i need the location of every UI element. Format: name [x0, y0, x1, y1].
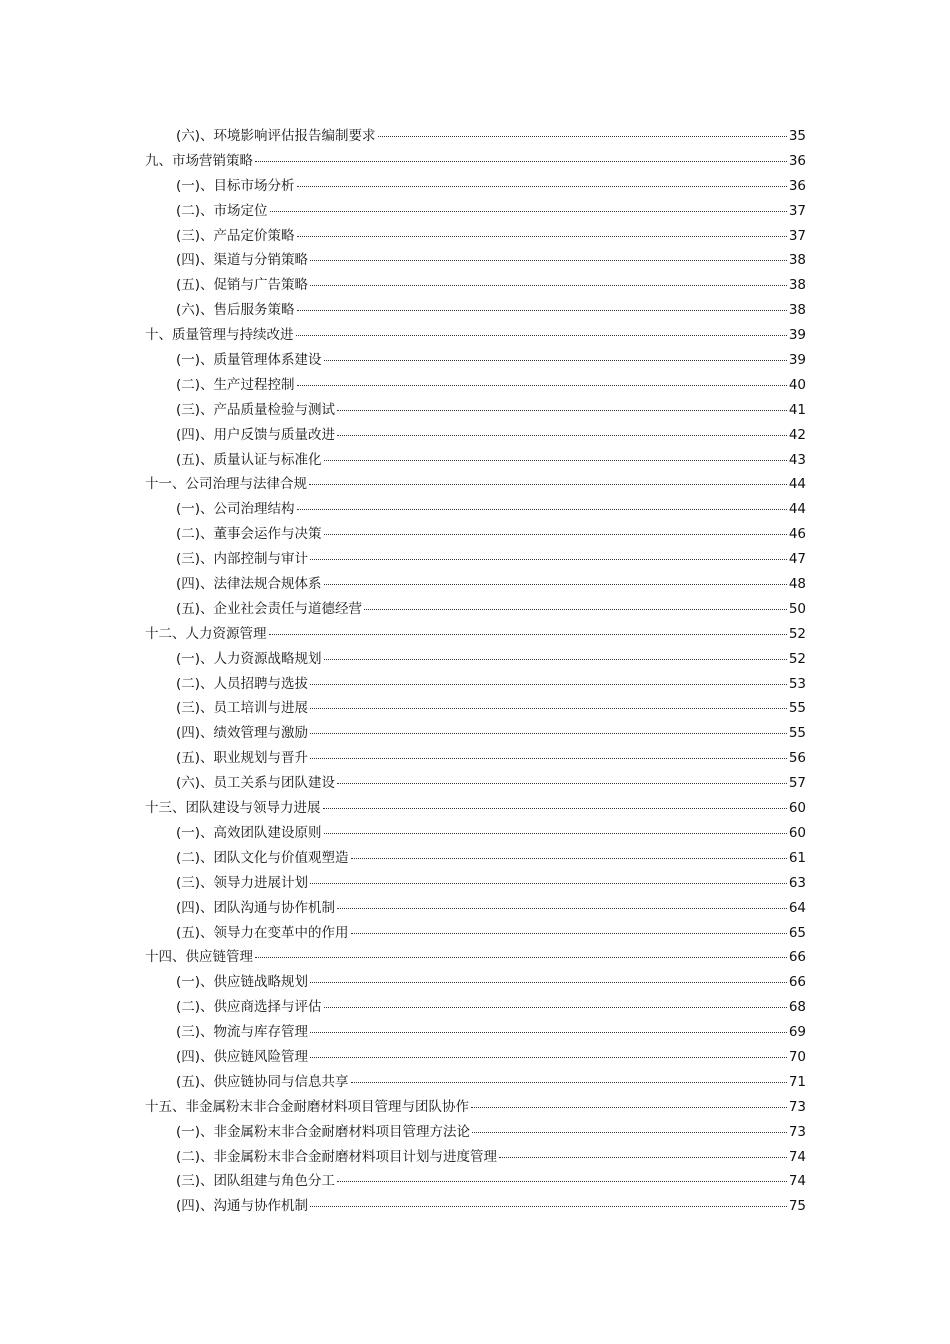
toc-entry-title: (二)、供应商选择与评估	[176, 999, 322, 1016]
toc-dot-leader	[364, 599, 787, 610]
toc-page-number: 52	[788, 650, 806, 667]
toc-dot-leader	[297, 176, 787, 187]
toc-section-entry[interactable]	[145, 647, 806, 672]
toc-page-number: 60	[788, 824, 806, 841]
toc-dot-leader	[324, 649, 787, 660]
toc-entry-title: (五)、企业社会责任与道德经营	[176, 600, 363, 617]
toc-entry-title: (二)、非金属粉末非合金耐磨材料项目计划与进度管理	[176, 1148, 498, 1165]
toc-section-entry[interactable]	[145, 174, 806, 199]
toc-entry-title: (五)、供应链协同与信息共享	[176, 1073, 349, 1090]
toc-section-entry[interactable]	[145, 1045, 806, 1070]
toc-section-entry[interactable]	[145, 696, 806, 721]
toc-entry-title: (三)、产品定价策略	[176, 227, 295, 244]
toc-dot-leader	[310, 275, 787, 286]
toc-entry-title: (三)、产品质量检验与测试	[176, 401, 336, 418]
toc-dot-leader	[255, 947, 787, 958]
toc-page-number: 35	[788, 128, 806, 144]
toc-section-entry[interactable]	[145, 248, 806, 273]
toc-dot-leader	[324, 823, 787, 834]
toc-entry-title: (一)、目标市场分析	[176, 177, 295, 194]
toc-section-entry[interactable]	[145, 448, 806, 473]
toc-page-number: 68	[788, 999, 806, 1016]
toc-section-entry[interactable]	[145, 746, 806, 771]
toc-page-number: 38	[788, 277, 806, 294]
toc-section-entry[interactable]	[145, 497, 806, 522]
toc-page-number: 43	[788, 451, 806, 468]
toc-entry-title: (二)、团队文化与价值观塑造	[176, 849, 349, 866]
toc-page-number: 38	[788, 302, 806, 319]
toc-dot-leader	[310, 1196, 787, 1207]
toc-page-number: 69	[788, 1024, 806, 1041]
toc-section-entry[interactable]	[145, 970, 806, 995]
toc-section-entry[interactable]	[145, 522, 806, 547]
toc-entry-title: (三)、领导力进展计划	[176, 874, 309, 891]
toc-section-entry[interactable]	[145, 1120, 806, 1145]
toc-entry-title: (四)、沟通与协作机制	[176, 1198, 309, 1215]
toc-page-number: 36	[788, 177, 806, 194]
toc-section-entry[interactable]	[145, 298, 806, 323]
toc-entry-title: (五)、促销与广告策略	[176, 277, 309, 294]
toc-section-entry[interactable]	[145, 547, 806, 572]
toc-entry-title: (一)、非金属粉末非合金耐磨材料项目管理方法论	[176, 1123, 471, 1140]
toc-section-entry[interactable]	[145, 995, 806, 1020]
toc-dot-leader	[310, 1047, 787, 1058]
toc-dot-leader	[324, 524, 787, 535]
toc-page-number: 75	[788, 1198, 806, 1215]
toc-section-entry[interactable]	[145, 896, 806, 921]
toc-section-entry[interactable]	[145, 273, 806, 298]
toc-dot-leader	[337, 1171, 787, 1182]
toc-entry-title: (六)、售后服务策略	[176, 302, 295, 319]
toc-entry-title: (六)、员工关系与团队建设	[176, 775, 336, 792]
toc-chapter-entry[interactable]	[145, 149, 806, 174]
toc-page-number: 64	[788, 899, 806, 916]
toc-dot-leader	[351, 1072, 787, 1083]
toc-section-entry[interactable]	[145, 224, 806, 249]
toc-page-number: 41	[788, 401, 806, 418]
toc-page-number: 50	[788, 600, 806, 617]
toc-dot-leader	[337, 898, 787, 909]
toc-dot-leader	[351, 923, 787, 934]
toc-page-number: 37	[788, 202, 806, 219]
toc-entry-title: (三)、员工培训与进展	[176, 700, 309, 717]
toc-section-entry[interactable]	[145, 921, 806, 946]
toc-dot-leader	[270, 201, 787, 212]
toc-dot-leader	[297, 300, 787, 311]
toc-section-entry[interactable]	[145, 1169, 806, 1194]
toc-section-entry[interactable]	[145, 821, 806, 846]
toc-section-entry[interactable]	[145, 423, 806, 448]
toc-entry-title: (四)、用户反馈与质量改进	[176, 426, 336, 443]
toc-page-number: 66	[788, 974, 806, 991]
toc-page-number: 61	[788, 849, 806, 866]
toc-dot-leader	[472, 1122, 787, 1133]
toc-dot-leader	[337, 425, 787, 436]
toc-page-number: 56	[788, 750, 806, 767]
toc-entry-title: (一)、公司治理结构	[176, 501, 295, 518]
toc-entry-title: 十一、公司治理与法律合规	[145, 476, 307, 493]
toc-dot-leader	[297, 499, 787, 510]
toc-page-number: 44	[788, 476, 806, 493]
toc-page-number: 36	[788, 152, 806, 169]
toc-entry-title: (一)、供应链战略规划	[176, 974, 309, 991]
toc-chapter-entry[interactable]	[145, 1095, 806, 1120]
toc-page-number: 40	[788, 376, 806, 393]
toc-page-number: 37	[788, 227, 806, 244]
toc-section-entry[interactable]	[145, 373, 806, 398]
toc-dot-leader	[499, 1147, 787, 1158]
toc-chapter-entry[interactable]	[145, 472, 806, 497]
toc-page-number: 39	[788, 352, 806, 369]
toc-page-number: 74	[788, 1173, 806, 1190]
toc-section-entry[interactable]	[145, 199, 806, 224]
toc-dot-leader	[310, 549, 787, 560]
toc-dot-leader	[310, 1022, 787, 1033]
toc-page-number: 74	[788, 1148, 806, 1165]
toc-chapter-entry[interactable]	[145, 796, 806, 821]
toc-dot-leader	[324, 350, 787, 361]
toc-dot-leader	[310, 748, 787, 759]
toc-page-number: 46	[788, 526, 806, 543]
toc-entry-title: (六)、环境影响评估报告编制要求	[176, 128, 376, 144]
toc-dot-leader	[324, 450, 787, 461]
toc-entry-title: (三)、团队组建与角色分工	[176, 1173, 336, 1190]
toc-entry-title: (五)、领导力在变革中的作用	[176, 924, 349, 941]
toc-page-number: 65	[788, 924, 806, 941]
toc-dot-leader	[310, 698, 787, 709]
toc-dot-leader	[310, 873, 787, 884]
toc-entry-title: 九、市场营销策略	[145, 152, 253, 169]
toc-dot-leader	[297, 226, 787, 237]
toc-section-entry[interactable]	[145, 871, 806, 896]
toc-entry-title: 十三、团队建设与领导力进展	[145, 800, 321, 817]
toc-page-number: 47	[788, 551, 806, 568]
toc-dot-leader	[255, 151, 787, 162]
toc-section-entry[interactable]	[145, 672, 806, 697]
toc-entry-title: 十四、供应链管理	[145, 949, 253, 966]
toc-entry-title: (二)、董事会运作与决策	[176, 526, 322, 543]
toc-entry-title: (四)、供应链风险管理	[176, 1048, 309, 1065]
toc-section-entry[interactable]	[145, 1194, 806, 1219]
toc-entry-title: 十二、人力资源管理	[145, 625, 267, 642]
toc-page-number: 70	[788, 1048, 806, 1065]
toc-chapter-entry[interactable]	[145, 945, 806, 970]
toc-dot-leader	[296, 325, 787, 336]
toc-section-entry[interactable]	[145, 771, 806, 796]
toc-dot-leader	[324, 997, 787, 1008]
toc-entry-title: (三)、内部控制与审计	[176, 551, 309, 568]
toc-page-number: 73	[788, 1123, 806, 1140]
toc-page-number: 53	[788, 675, 806, 692]
toc-page-number: 71	[788, 1073, 806, 1090]
toc-page-number: 44	[788, 501, 806, 518]
toc-page-number: 52	[788, 625, 806, 642]
toc-dot-leader	[269, 624, 787, 635]
toc-page-number: 48	[788, 576, 806, 593]
toc-page-number: 57	[788, 775, 806, 792]
toc-entry-title: (五)、质量认证与标准化	[176, 451, 322, 468]
toc-dot-leader	[309, 474, 787, 485]
toc-entry-title: (一)、高效团队建设原则	[176, 824, 322, 841]
toc-section-entry[interactable]	[145, 721, 806, 746]
toc-dot-leader	[310, 250, 787, 261]
toc-page-number: 39	[788, 327, 806, 344]
toc-dot-leader	[297, 375, 787, 386]
toc-chapter-entry[interactable]	[145, 622, 806, 647]
toc-page-number: 55	[788, 725, 806, 742]
toc-chapter-entry[interactable]	[145, 323, 806, 348]
toc-page-number: 38	[788, 252, 806, 269]
toc-section-entry[interactable]	[145, 398, 806, 423]
toc-entry-title: 十、质量管理与持续改进	[145, 327, 294, 344]
toc-section-entry[interactable]	[145, 1145, 806, 1170]
toc-entry-title: (四)、渠道与分销策略	[176, 252, 309, 269]
toc-section-entry[interactable]	[145, 1020, 806, 1045]
toc-page-number: 42	[788, 426, 806, 443]
toc-entry-title: (二)、市场定位	[176, 202, 268, 219]
toc-section-entry[interactable]	[145, 597, 806, 622]
toc-entry-title: (一)、人力资源战略规划	[176, 650, 322, 667]
toc-section-entry[interactable]	[145, 572, 806, 597]
toc-entry-title: (一)、质量管理体系建设	[176, 352, 322, 369]
toc-page-number: 66	[788, 949, 806, 966]
toc-entry-title: (二)、人员招聘与选拔	[176, 675, 309, 692]
toc-entry-title: (四)、法律法规合规体系	[176, 576, 322, 593]
toc-dot-leader	[323, 798, 787, 809]
toc-section-entry[interactable]	[145, 1070, 806, 1095]
toc-dot-leader	[310, 674, 787, 685]
toc-dot-leader	[351, 848, 787, 859]
table-of-contents	[145, 124, 806, 1219]
toc-page-number: 63	[788, 874, 806, 891]
toc-dot-leader	[310, 972, 787, 983]
toc-dot-leader	[310, 723, 787, 734]
toc-page-number: 73	[788, 1098, 806, 1115]
toc-entry-title: (三)、物流与库存管理	[176, 1024, 309, 1041]
toc-page-number: 60	[788, 800, 806, 817]
toc-section-entry[interactable]	[145, 846, 806, 871]
toc-entry-title: 十五、非金属粉末非合金耐磨材料项目管理与团队协作	[145, 1098, 469, 1115]
toc-dot-leader	[378, 126, 787, 137]
toc-dot-leader	[337, 773, 787, 784]
toc-dot-leader	[337, 400, 787, 411]
toc-entry-title: (二)、生产过程控制	[176, 376, 295, 393]
toc-entry-title: (四)、团队沟通与协作机制	[176, 899, 336, 916]
toc-entry-title: (五)、职业规划与晋升	[176, 750, 309, 767]
toc-section-entry[interactable]	[145, 124, 806, 149]
toc-page-number: 55	[788, 700, 806, 717]
toc-dot-leader	[471, 1097, 787, 1108]
toc-entry-title: (四)、绩效管理与激励	[176, 725, 309, 742]
toc-dot-leader	[324, 574, 787, 585]
toc-section-entry[interactable]	[145, 348, 806, 373]
